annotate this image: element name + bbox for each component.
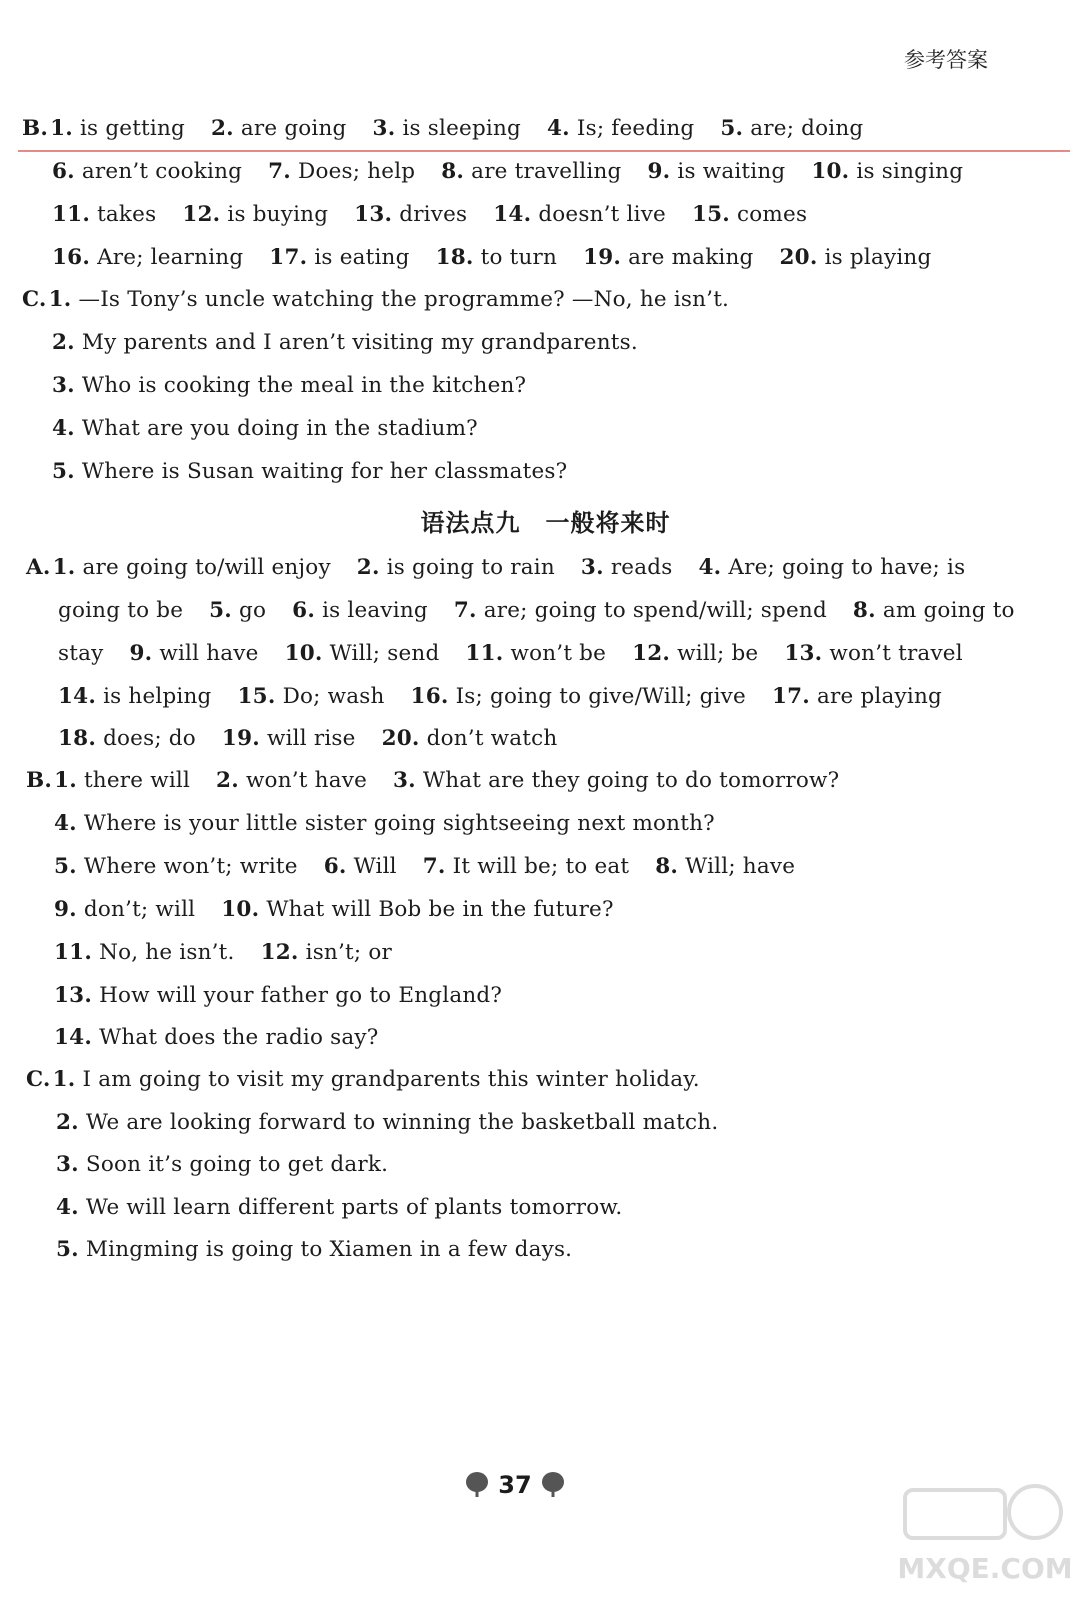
answer-number: 10. bbox=[221, 897, 260, 922]
answer-line bbox=[54, 938, 392, 968]
answer-text: I am going to visit my grandparents this winter holiday. bbox=[82, 1067, 700, 1092]
answer-item bbox=[655, 854, 795, 879]
answer-text: reads bbox=[610, 555, 673, 580]
answer-text: are playing bbox=[817, 684, 942, 709]
answer-number: 13. bbox=[54, 983, 93, 1008]
answer-number: 16. bbox=[410, 684, 449, 709]
answer-number: 11. bbox=[54, 940, 93, 965]
answer-text: don’t; will bbox=[83, 897, 196, 922]
answer-line bbox=[54, 809, 715, 839]
answer-number: 6. bbox=[52, 159, 75, 184]
answer-number: 1. bbox=[52, 1067, 76, 1092]
answer-item bbox=[441, 159, 621, 184]
page-number-footer bbox=[460, 1465, 570, 1505]
answer-item bbox=[853, 598, 1015, 623]
answer-line bbox=[52, 414, 478, 444]
tree-ornament-icon bbox=[464, 1471, 490, 1499]
answer-number: 14. bbox=[58, 684, 97, 709]
answer-number: 13. bbox=[354, 202, 393, 227]
answer-number: 12. bbox=[260, 940, 299, 965]
answer-line bbox=[58, 682, 942, 712]
answer-item bbox=[209, 598, 266, 623]
answer-number: 12. bbox=[182, 202, 221, 227]
section-prefix: B. bbox=[22, 116, 49, 141]
answer-item bbox=[56, 1237, 572, 1262]
answer-text: to turn bbox=[480, 245, 558, 270]
answer-number: 8. bbox=[441, 159, 465, 184]
answer-line bbox=[54, 1023, 378, 1053]
watermark-text: MXQE.COM bbox=[897, 1552, 1073, 1585]
answer-line bbox=[54, 852, 795, 882]
answer-text: does; do bbox=[103, 726, 196, 751]
answer-item bbox=[52, 373, 526, 398]
answer-text: is playing bbox=[824, 245, 932, 270]
answer-item bbox=[49, 287, 729, 312]
answer-item bbox=[54, 940, 235, 965]
answer-number: 3. bbox=[393, 768, 416, 793]
answer-item bbox=[373, 116, 521, 141]
answer-item bbox=[465, 641, 606, 666]
answer-item bbox=[182, 202, 328, 227]
answer-text: Is; feeding bbox=[576, 116, 695, 141]
answer-text: are travelling bbox=[471, 159, 622, 184]
answer-text: are going to/will enjoy bbox=[82, 555, 331, 580]
answer-number: 4. bbox=[698, 555, 722, 580]
answer-line bbox=[58, 639, 963, 669]
answer-item bbox=[54, 768, 190, 793]
answer-line bbox=[26, 553, 965, 583]
answer-text: No, he isn’t. bbox=[99, 940, 235, 965]
answer-line bbox=[52, 328, 638, 358]
answer-item bbox=[772, 684, 942, 709]
answer-text: What does the radio say? bbox=[99, 1025, 379, 1050]
answer-text: is leaving bbox=[322, 598, 428, 623]
answer-number: 20. bbox=[381, 726, 420, 751]
answer-number: 12. bbox=[632, 641, 671, 666]
answer-item bbox=[58, 641, 103, 666]
answer-number: 14. bbox=[493, 202, 532, 227]
answer-item bbox=[581, 555, 673, 580]
answer-number: 2. bbox=[356, 555, 380, 580]
answer-line bbox=[26, 1065, 700, 1095]
answer-text: —Is Tony’s uncle watching the programme? —No, he isn’t. bbox=[78, 287, 730, 312]
answer-line bbox=[56, 1235, 572, 1265]
answer-text: is buying bbox=[227, 202, 329, 227]
answer-item bbox=[720, 116, 863, 141]
answer-item bbox=[54, 897, 195, 922]
answer-line bbox=[56, 1150, 388, 1180]
answer-line bbox=[58, 724, 557, 754]
answer-number: 18. bbox=[435, 245, 474, 270]
answer-text: will have bbox=[159, 641, 259, 666]
answer-number: 4. bbox=[547, 116, 570, 141]
answer-number: 19. bbox=[583, 245, 622, 270]
answer-number: 15. bbox=[237, 684, 276, 709]
answer-number: 7. bbox=[453, 598, 477, 623]
answer-text: isn’t; or bbox=[305, 940, 392, 965]
answer-text: won’t travel bbox=[829, 641, 963, 666]
section-prefix: B. bbox=[26, 768, 53, 793]
answer-number: 1. bbox=[50, 116, 73, 141]
answer-text: is eating bbox=[314, 245, 410, 270]
answer-line bbox=[52, 371, 526, 401]
answer-text: comes bbox=[737, 202, 808, 227]
answer-line bbox=[52, 200, 807, 230]
answer-item bbox=[354, 202, 467, 227]
answer-text: Soon it’s going to get dark. bbox=[85, 1152, 389, 1177]
answer-text: are going bbox=[240, 116, 347, 141]
answer-item bbox=[583, 245, 753, 270]
answer-number: 4. bbox=[56, 1195, 79, 1220]
answer-number: 9. bbox=[54, 897, 77, 922]
answer-text: How will your father go to England? bbox=[99, 983, 503, 1008]
answer-number: 2. bbox=[56, 1110, 79, 1135]
answer-item bbox=[238, 684, 385, 709]
answer-number: 5. bbox=[720, 116, 744, 141]
answer-number: 1. bbox=[52, 555, 76, 580]
answer-text: won’t have bbox=[245, 768, 367, 793]
answer-text: drives bbox=[399, 202, 468, 227]
answer-number: 2. bbox=[52, 330, 75, 355]
answer-number: 4. bbox=[52, 416, 75, 441]
answer-number: 3. bbox=[580, 555, 604, 580]
answer-number: 5. bbox=[54, 854, 77, 879]
answer-item bbox=[53, 555, 331, 580]
answer-number: 2. bbox=[210, 116, 234, 141]
answer-text: Do; wash bbox=[282, 684, 385, 709]
answer-text: going to be bbox=[58, 598, 184, 623]
answer-text: stay bbox=[58, 641, 104, 666]
answer-text: Where won’t; write bbox=[83, 854, 298, 879]
answer-number: 11. bbox=[465, 641, 504, 666]
page-header-label: 参考答案 bbox=[904, 48, 988, 72]
answer-text: won’t be bbox=[510, 641, 607, 666]
answer-item bbox=[382, 726, 558, 751]
answer-item bbox=[50, 116, 185, 141]
answer-text: is singing bbox=[856, 159, 964, 184]
answer-line bbox=[22, 114, 863, 144]
answer-text: It will be; to eat bbox=[452, 854, 630, 879]
answer-text: Where is Susan waiting for her classmates? bbox=[81, 459, 568, 484]
answer-item bbox=[58, 726, 196, 751]
answer-line bbox=[54, 981, 502, 1011]
watermark-logo bbox=[895, 1470, 1075, 1590]
answer-number: 17. bbox=[771, 684, 810, 709]
answer-item bbox=[54, 854, 298, 879]
answer-number: 10. bbox=[811, 159, 850, 184]
answer-item bbox=[454, 598, 827, 623]
answer-item bbox=[54, 811, 715, 836]
answer-text: What will Bob be in the future? bbox=[266, 897, 614, 922]
answer-number: 5. bbox=[52, 459, 75, 484]
answer-item bbox=[56, 1110, 718, 1135]
answer-number: 9. bbox=[647, 159, 671, 184]
answer-number: 3. bbox=[372, 116, 396, 141]
answer-number: 6. bbox=[292, 598, 316, 623]
answer-item bbox=[780, 245, 932, 270]
answer-text: takes bbox=[97, 202, 157, 227]
answer-text: is sleeping bbox=[402, 116, 521, 141]
answer-item bbox=[52, 416, 478, 441]
answer-number: 13. bbox=[784, 641, 823, 666]
answer-number: 19. bbox=[221, 726, 260, 751]
section-title: 语法点九 一般将来时 bbox=[420, 509, 671, 537]
answer-item bbox=[411, 684, 746, 709]
answer-item bbox=[698, 555, 965, 580]
page-number: 37 bbox=[498, 1471, 532, 1499]
answer-number: 16. bbox=[52, 245, 91, 270]
answer-item bbox=[52, 202, 156, 227]
answer-item bbox=[58, 598, 183, 623]
header-divider bbox=[18, 150, 1070, 152]
answer-text: are; going to spend/will; spend bbox=[483, 598, 827, 623]
answer-item bbox=[211, 116, 347, 141]
answer-item bbox=[784, 641, 962, 666]
answer-text: Who is cooking the meal in the kitchen? bbox=[81, 373, 527, 398]
section-prefix: A. bbox=[26, 555, 51, 580]
answer-number: 5. bbox=[56, 1237, 79, 1262]
answer-text: Will bbox=[353, 854, 397, 879]
answer-item bbox=[692, 202, 807, 227]
answer-item bbox=[268, 159, 415, 184]
answer-text: are; doing bbox=[750, 116, 864, 141]
answer-text: aren’t cooking bbox=[81, 159, 243, 184]
answer-number: 7. bbox=[422, 854, 446, 879]
answer-item bbox=[436, 245, 558, 270]
answer-line bbox=[56, 1108, 718, 1138]
answer-number: 3. bbox=[52, 373, 75, 398]
answer-number: 7. bbox=[268, 159, 291, 184]
answer-item bbox=[269, 245, 409, 270]
answer-text: are making bbox=[628, 245, 754, 270]
answer-text: will; be bbox=[677, 641, 759, 666]
answer-item bbox=[292, 598, 428, 623]
answer-item bbox=[493, 202, 666, 227]
answer-item bbox=[222, 726, 356, 751]
answer-text: am going to bbox=[882, 598, 1015, 623]
answer-item bbox=[221, 897, 613, 922]
answer-line bbox=[58, 596, 1015, 626]
answer-text: Mingming is going to Xiamen in a few days. bbox=[85, 1237, 573, 1262]
answer-number: 2. bbox=[216, 768, 239, 793]
answer-text: doesn’t live bbox=[538, 202, 666, 227]
answer-number: 5. bbox=[209, 598, 232, 623]
answer-line bbox=[52, 157, 963, 187]
answer-line bbox=[54, 895, 614, 925]
answer-text: is going to rain bbox=[386, 555, 555, 580]
answer-item bbox=[647, 159, 785, 184]
answer-number: 8. bbox=[852, 598, 876, 623]
answer-item bbox=[54, 983, 502, 1008]
answer-item bbox=[261, 940, 392, 965]
answer-text: will rise bbox=[266, 726, 356, 751]
answer-text: What are you doing in the stadium? bbox=[81, 416, 478, 441]
tree-ornament-icon bbox=[540, 1471, 566, 1499]
answer-number: 17. bbox=[269, 245, 308, 270]
answer-item bbox=[357, 555, 555, 580]
answer-number: 4. bbox=[54, 811, 77, 836]
answer-item bbox=[54, 1025, 378, 1050]
answer-item bbox=[285, 641, 440, 666]
answer-number: 6. bbox=[323, 854, 347, 879]
answer-number: 14. bbox=[54, 1025, 93, 1050]
answer-item bbox=[56, 1195, 622, 1220]
answer-text: Is; going to give/Will; give bbox=[455, 684, 746, 709]
answer-number: 8. bbox=[655, 854, 679, 879]
answer-item bbox=[52, 245, 243, 270]
answer-item bbox=[56, 1152, 388, 1177]
answer-text: We are looking forward to winning the basketball match. bbox=[85, 1110, 719, 1135]
section-prefix: C. bbox=[22, 287, 47, 312]
answer-line bbox=[22, 285, 729, 315]
answer-text: go bbox=[239, 598, 267, 623]
section-prefix: C. bbox=[26, 1067, 51, 1092]
answer-text: is getting bbox=[79, 116, 185, 141]
answer-line bbox=[52, 457, 567, 487]
answer-item bbox=[52, 159, 242, 184]
answer-text: Will; have bbox=[685, 854, 796, 879]
answer-number: 15. bbox=[691, 202, 730, 227]
answer-text: there will bbox=[83, 768, 191, 793]
answer-item bbox=[129, 641, 258, 666]
answer-line bbox=[26, 766, 839, 796]
answer-number: 20. bbox=[779, 245, 818, 270]
answer-item bbox=[811, 159, 963, 184]
answer-number: 3. bbox=[56, 1152, 79, 1177]
answer-line bbox=[56, 1193, 622, 1223]
answer-item bbox=[52, 459, 567, 484]
answer-item bbox=[423, 854, 630, 879]
answer-number: 18. bbox=[58, 726, 97, 751]
answer-item bbox=[53, 1067, 700, 1092]
answer-text: What are they going to do tomorrow? bbox=[422, 768, 840, 793]
answer-item bbox=[58, 684, 212, 709]
answer-text: Are; learning bbox=[97, 245, 244, 270]
answer-text: We will learn different parts of plants tomorrow. bbox=[85, 1195, 623, 1220]
answer-text: Will; send bbox=[329, 641, 440, 666]
answer-item bbox=[52, 330, 638, 355]
answer-text: is waiting bbox=[677, 159, 786, 184]
answer-item bbox=[216, 768, 367, 793]
answer-number: 11. bbox=[52, 202, 91, 227]
answer-line bbox=[52, 243, 931, 273]
answer-text: Where is your little sister going sightseeing next month? bbox=[83, 811, 715, 836]
answer-number: 10. bbox=[284, 641, 323, 666]
answer-number: 1. bbox=[48, 287, 72, 312]
answer-text: Are; going to have; is bbox=[728, 555, 966, 580]
answer-text: Does; help bbox=[298, 159, 416, 184]
answer-item bbox=[547, 116, 694, 141]
answer-text: My parents and I aren’t visiting my grandparents. bbox=[81, 330, 638, 355]
answer-text: don’t watch bbox=[426, 726, 558, 751]
answer-item bbox=[632, 641, 758, 666]
answer-item bbox=[393, 768, 839, 793]
answer-text: is helping bbox=[103, 684, 212, 709]
answer-number: 1. bbox=[54, 768, 77, 793]
answer-number: 9. bbox=[129, 641, 153, 666]
answer-item bbox=[324, 854, 397, 879]
